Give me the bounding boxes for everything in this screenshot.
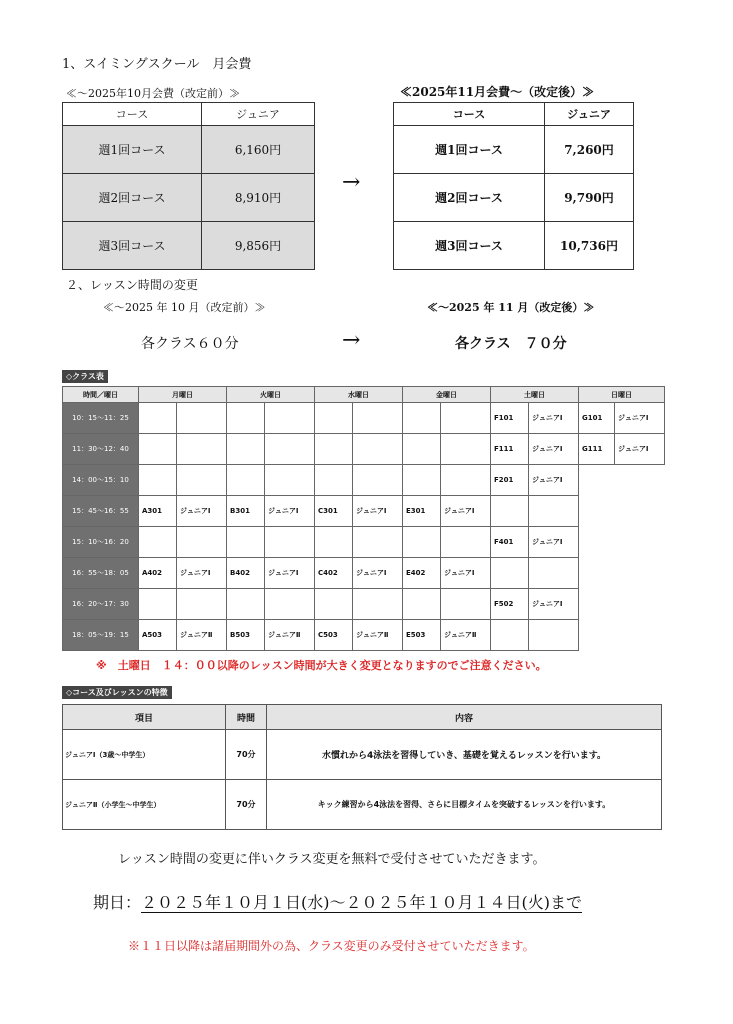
course-name: 週2回コース: [394, 174, 545, 222]
time-slot: 15：45～16：55: [63, 496, 139, 527]
class-level: ジュニアⅠ: [177, 558, 227, 589]
col-course: コース: [63, 103, 202, 126]
class-level: ジュニアⅠ: [615, 434, 665, 465]
class-code: C503: [315, 620, 353, 651]
table-row: [63, 780, 662, 830]
day-wed: 水曜日: [315, 387, 403, 403]
price: 9,790円: [545, 174, 634, 222]
price: 7,260円: [545, 126, 634, 174]
class-code: A503: [139, 620, 177, 651]
time-slot: 16：55～18：05: [63, 558, 139, 589]
class-code: F101: [491, 403, 529, 434]
schedule-notice: ※ 土曜日 １４：００以降のレッスン時間が大きく変更となりますのでご注意ください。: [96, 659, 547, 672]
class-level: ジュニアⅠ: [441, 496, 491, 527]
old-lesson-value: 各クラス６０分: [141, 336, 239, 352]
table-row: [63, 174, 315, 222]
table-row: [63, 730, 662, 780]
class-code: F201: [491, 465, 529, 496]
course-name: 週3回コース: [63, 222, 202, 270]
schedule-table: [62, 386, 665, 651]
feature-content: 水慣れから4泳法を習得していき、基礎を覚えるレッスンを行います。: [267, 730, 662, 780]
time-slot: 15：10～16：20: [63, 527, 139, 558]
feature-time: 70分: [226, 730, 267, 780]
class-level: ジュニアⅠ: [265, 558, 315, 589]
class-level: ジュニアⅡ: [177, 620, 227, 651]
table-row: [63, 558, 665, 589]
time-slot: 11：30～12：40: [63, 434, 139, 465]
course-name: 週1回コース: [63, 126, 202, 174]
col-content: 内容: [267, 705, 662, 730]
schedule-label: ◇クラス表: [62, 370, 108, 383]
price: 6,160円: [202, 126, 315, 174]
class-code: E503: [403, 620, 441, 651]
feature-content: キック練習から4泳法を習得、さらに目標タイムを突破するレッスンを行います。: [267, 780, 662, 830]
class-level: ジュニアⅡ: [441, 620, 491, 651]
course-name: 週3回コース: [394, 222, 545, 270]
class-code: F401: [491, 527, 529, 558]
class-level: ジュニアⅠ: [177, 496, 227, 527]
class-level: ジュニアⅡ: [353, 620, 403, 651]
table-row: [63, 527, 665, 558]
day-fri: 金曜日: [403, 387, 491, 403]
header-time: 時間／曜日: [63, 387, 139, 403]
class-code: B503: [227, 620, 265, 651]
old-fee-table: [62, 102, 315, 270]
class-code: C402: [315, 558, 353, 589]
price: 9,856円: [202, 222, 315, 270]
table-row: [63, 434, 665, 465]
class-code: A301: [139, 496, 177, 527]
class-level: ジュニアⅠ: [441, 558, 491, 589]
footer-note: ※１１日以降は諸届期間外の為、クラス変更のみ受付させていただきます。: [128, 939, 535, 953]
price: 8,910円: [202, 174, 315, 222]
footer-line1: レッスン時間の変更に伴いクラス変更を無料で受付させていただきます。: [118, 852, 546, 867]
class-code: F502: [491, 589, 529, 620]
time-slot: 16：20～17：30: [63, 589, 139, 620]
table-row: [63, 403, 665, 434]
col-junior: ジュニア: [202, 103, 315, 126]
new-lesson-caption: ≪～2025 年 11 月（改定後）≫: [427, 301, 595, 314]
class-code: F111: [491, 434, 529, 465]
deadline: [93, 890, 582, 913]
class-level: ジュニアⅠ: [529, 434, 579, 465]
class-code: E301: [403, 496, 441, 527]
class-level: ジュニアⅠ: [529, 589, 579, 620]
class-level: ジュニアⅠ: [529, 527, 579, 558]
class-code: B402: [227, 558, 265, 589]
time-slot: 14：00～15：10: [63, 465, 139, 496]
class-level: ジュニアⅡ: [265, 620, 315, 651]
class-code: A402: [139, 558, 177, 589]
table-row: [63, 496, 665, 527]
features-table: [62, 704, 662, 830]
table-row: [394, 174, 634, 222]
section2-title: ２、レッスン時間の変更: [66, 278, 198, 292]
col-junior: ジュニア: [545, 103, 634, 126]
class-code: C301: [315, 496, 353, 527]
price: 10,736円: [545, 222, 634, 270]
col-item: 項目: [63, 705, 226, 730]
feature-item: ジュニアⅡ（小学生～中学生）: [63, 780, 226, 830]
class-code: B301: [227, 496, 265, 527]
table-row: [63, 222, 315, 270]
time-slot: 18：05～19：15: [63, 620, 139, 651]
table-row: [63, 589, 665, 620]
deadline-value: ２０２５年１０月１日(水)～２０２５年１０月１４日(火)まで: [141, 893, 582, 912]
class-level: ジュニアⅠ: [615, 403, 665, 434]
time-slot: 10：15～11：25: [63, 403, 139, 434]
table-row: [63, 126, 315, 174]
new-fee-caption: ≪2025年11月会費～（改定後）≫: [400, 85, 595, 99]
class-level: ジュニアⅠ: [529, 465, 579, 496]
course-name: 週1回コース: [394, 126, 545, 174]
class-code: G101: [579, 403, 615, 434]
class-level: ジュニアⅠ: [529, 403, 579, 434]
old-fee-caption: ≪～2025年10月会費（改定前）≫: [66, 87, 240, 100]
col-course: コース: [394, 103, 545, 126]
class-level: ジュニアⅠ: [265, 496, 315, 527]
class-code: E402: [403, 558, 441, 589]
section1-title: 1、スイミングスクール 月会費: [62, 57, 252, 72]
features-label: ◇コース及びレッスンの特徴: [62, 686, 172, 699]
class-level: ジュニアⅠ: [353, 558, 403, 589]
new-lesson-value: 各クラス ７０分: [455, 336, 567, 352]
table-row: [63, 620, 665, 651]
feature-time: 70分: [226, 780, 267, 830]
col-time: 時間: [226, 705, 267, 730]
table-row: [63, 465, 665, 496]
new-fee-table: [393, 102, 634, 270]
lesson-arrow: →: [342, 328, 361, 353]
day-sat: 土曜日: [491, 387, 579, 403]
deadline-label: 期日：: [93, 893, 142, 912]
class-level: ジュニアⅠ: [353, 496, 403, 527]
fee-arrow: →: [342, 170, 361, 195]
old-lesson-caption: ≪～2025 年 10 月（改定前）≫: [103, 301, 266, 314]
class-code: G111: [579, 434, 615, 465]
course-name: 週2回コース: [63, 174, 202, 222]
table-row: [394, 222, 634, 270]
feature-item: ジュニアⅠ（3歳～中学生）: [63, 730, 226, 780]
day-sun: 日曜日: [579, 387, 665, 403]
day-mon: 月曜日: [139, 387, 227, 403]
day-tue: 火曜日: [227, 387, 315, 403]
table-row: [394, 126, 634, 174]
